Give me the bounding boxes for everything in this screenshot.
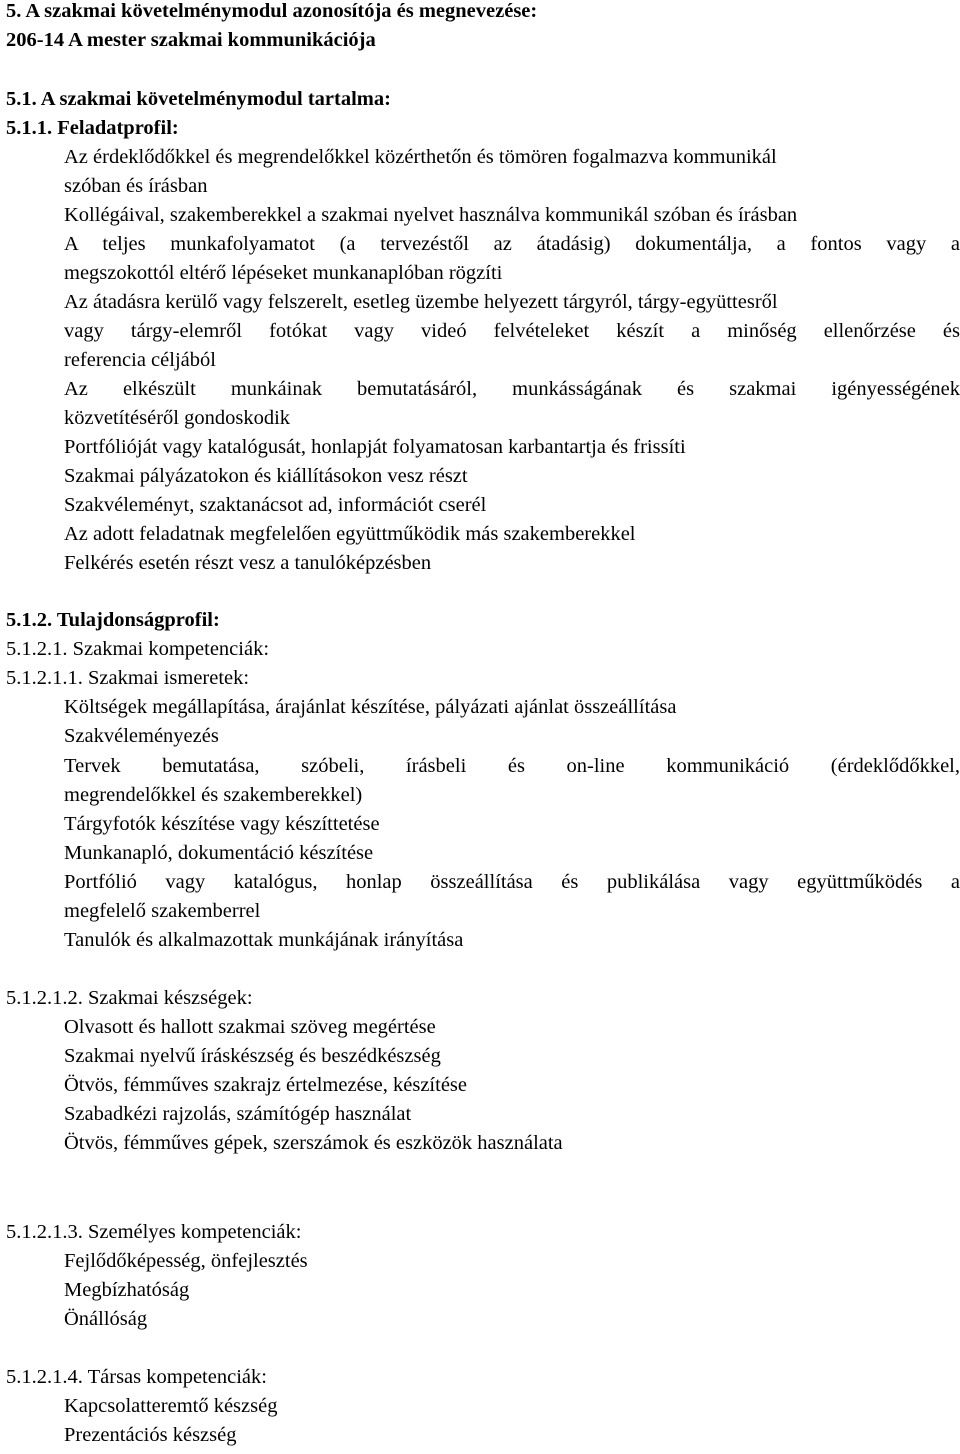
section-5-1-2-1-title: 5.1.2.1. Szakmai kompetenciák: [6, 638, 270, 660]
task-item: megszokottól eltérő lépéseket munkanaplóban rögzíti [64, 262, 503, 284]
social-item: Kapcsolatteremtő készség [64, 1395, 278, 1417]
skill-item: Szabadkézi rajzolás, számítógép használat [64, 1103, 412, 1125]
social-title: 5.1.2.1.4. Társas kompetenciák: [6, 1366, 267, 1388]
personal-item: Önállóság [64, 1308, 148, 1330]
skills-title: 5.1.2.1.2. Szakmai készségek: [6, 987, 253, 1009]
task-item: szóban és írásban [64, 175, 208, 197]
task-item: Az érdeklődőkkel és megrendelőkkel közérthetőn és tömören fogalmazva kommunikál [64, 146, 777, 168]
knowledge-item: Költségek megállapítása, árajánlat készítése, pályázati ajánlat összeállítása [64, 696, 677, 718]
task-item: Az elkészült munkáinak bemutatásáról, munkásságának és szakmai igényességének [64, 378, 960, 400]
task-item: Szakmai pályázatokon és kiállításokon vesz részt [64, 465, 468, 487]
task-item: Portfólióját vagy katalógusát, honlapját folyamatosan karbantartja és frissíti [64, 436, 686, 458]
module-name: 206-14 A mester szakmai kommunikációja [6, 29, 376, 51]
personal-title: 5.1.2.1.3. Személyes kompetenciák: [6, 1221, 302, 1243]
section-5-1-2-title: 5.1.2. Tulajdonságprofil: [6, 609, 220, 631]
skill-item: Olvasott és hallott szakmai szöveg megértése [64, 1016, 436, 1038]
skill-item: Ötvös, fémműves szakrajz értelmezése, készítése [64, 1074, 467, 1096]
task-item: A teljes munkafolyamatot (a tervezéstől az átadásig) dokumentálja, a fontos vagy a [64, 233, 960, 255]
social-item: Prezentációs készség [64, 1424, 237, 1446]
task-item: Kollégáival, szakemberekkel a szakmai nyelvet használva kommunikál szóban és írásban [64, 204, 798, 226]
task-item: vagy tárgy-elemről fotókat vagy videó felvételeket készít a minőség ellenőrzése és [64, 320, 960, 342]
task-item: közvetítéséről gondoskodik [64, 407, 291, 429]
knowledge-item: Tervek bemutatása, szóbeli, írásbeli és on-line kommunikáció (érdeklődőkkel, [64, 755, 960, 777]
knowledge-item: Szakvéleményezés [64, 725, 219, 747]
knowledge-item: Tárgyfotók készítése vagy készíttetése [64, 813, 380, 835]
skill-item: Ötvös, fémműves gépek, szerszámok és eszközök használata [64, 1132, 563, 1154]
knowledge-item: Portfólió vagy katalógus, honlap összeállítása és publikálása vagy együttműködés a [64, 871, 960, 893]
section-5-1-title: 5.1. A szakmai követelménymodul tartalma: [6, 88, 391, 110]
personal-item: Megbízhatóság [64, 1279, 190, 1301]
knowledge-title: 5.1.2.1.1. Szakmai ismeretek: [6, 667, 250, 689]
module-heading: 5. A szakmai követelménymodul azonosítója és megnevezése: [6, 0, 538, 22]
task-item: Az adott feladatnak megfelelően együttműködik más szakemberekkel [64, 523, 636, 545]
skill-item: Szakmai nyelvű íráskészség és beszédkészség [64, 1045, 441, 1067]
section-5-1-1-title: 5.1.1. Feladatprofil: [6, 117, 179, 139]
knowledge-item: megfelelő szakemberrel [64, 900, 261, 922]
knowledge-item: Munkanapló, dokumentáció készítése [64, 842, 374, 864]
knowledge-item: Tanulók és alkalmazottak munkájának irányítása [64, 929, 464, 951]
task-item: Szakvéleményt, szaktanácsot ad, információt cserél [64, 494, 487, 516]
knowledge-item: megrendelőkkel és szakemberekkel) [64, 784, 363, 806]
personal-item: Fejlődőképesség, önfejlesztés [64, 1250, 308, 1272]
task-item: Felkérés esetén részt vesz a tanulóképzésben [64, 552, 432, 574]
task-item: referencia céljából [64, 349, 216, 371]
task-item: Az átadásra kerülő vagy felszerelt, esetleg üzembe helyezett tárgyról, tárgy-együttesről [64, 291, 778, 313]
